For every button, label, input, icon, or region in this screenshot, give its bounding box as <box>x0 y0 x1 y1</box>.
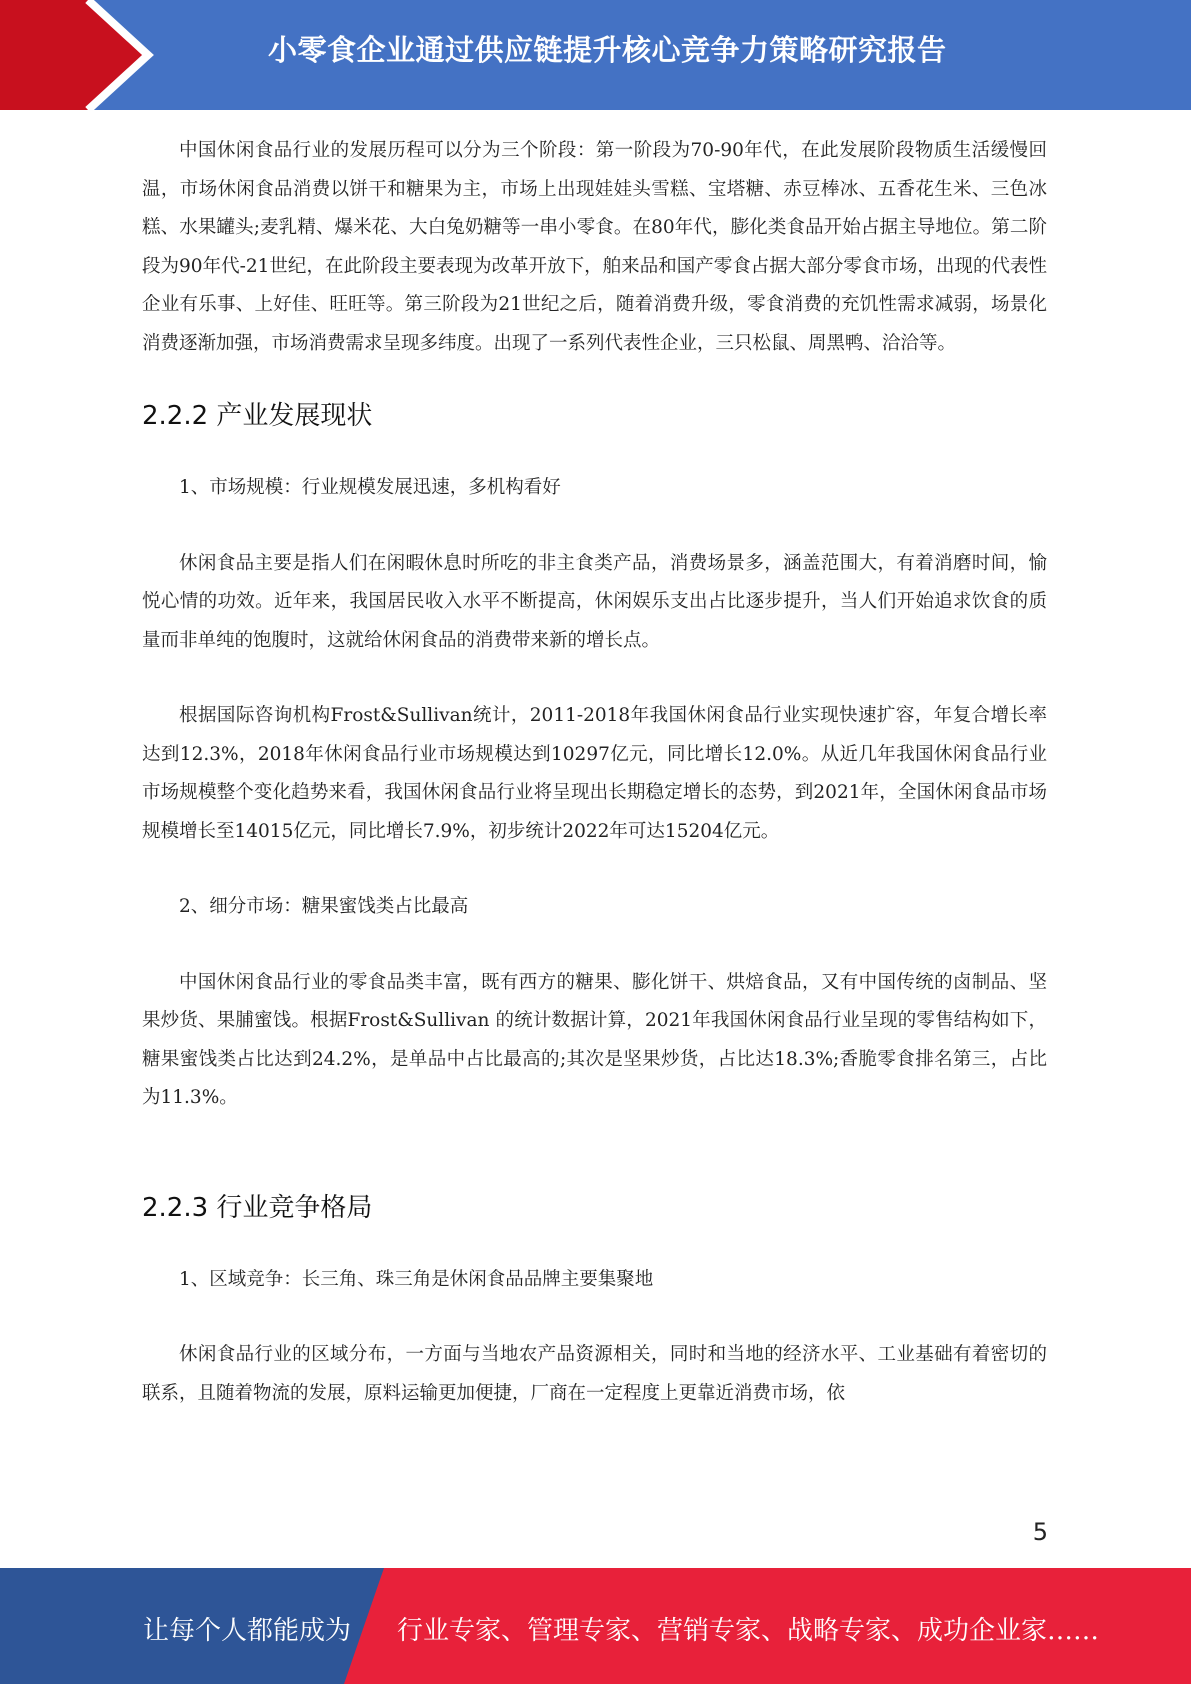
paragraph-market-statistics: 根据国际咨询机构Frost&Sullivan统计，2011-2018年我国休闲食品行业实现快速扩容，年复合增长率达到12.3%，2018年休闲食品行业市场规模达到10297亿元，同比增长12.0%。从近几年我国休闲食品行业市场规模整个变化趋势来看，我国休闲食品行业将呈现出长期稳定增长的态势，到2021年，全国休闲食品市场规模增长至14015亿元，同比增长7.9%，初步统计2022年可达15204亿元。 <box>142 705 1047 842</box>
section-heading-2-2-3: 2.2.3 行业竞争格局 <box>142 1192 373 1223</box>
paragraph-leisure-food-definition: 休闲食品主要是指人们在闲暇休息时所吃的非主食类产品，消费场景多，涵盖范围大，有着消磨时间，愉悦心情的功效。近年来，我国居民收入水平不断提高，休闲娱乐支出占比逐步提升，当人们开始追求饮食的质量而非单纯的饱腹时，这就给休闲食品的消费带来新的增长点。 <box>142 552 1047 651</box>
footer-slogan-right: 行业专家、管理专家、营销专家、战略专家、成功企业家…… <box>397 1616 1100 1646</box>
page-number: 5 <box>1032 1518 1048 1546</box>
intro-paragraph: 中国休闲食品行业的发展历程可以分为三个阶段：第一阶段为70-90年代，在此发展阶段物质生活缓慢回温，市场休闲食品消费以饼干和糖果为主，市场上出现娃娃头雪糕、宝塔糖、赤豆棒冰、五香花生米、三色冰糕、水果罐头;麦乳精、爆米花、大白兔奶糖等一串小零食。在80年代，膨化类食品开始占据主导地位。第二阶段为90年代-21世纪，在此阶段主要表现为改革开放下，舶来品和国产零食占据大部分零食市场，出现的代表性企业有乐事、上好佳、旺旺等。第三阶段为21世纪之后，随着消费升级，零食消费的充饥性需求减弱，场景化消费逐渐加强，市场消费需求呈现多纬度。出现了一系列代表性企业，三只松鼠、周黑鸭、洽洽等。 <box>142 140 1047 354</box>
footer-slogan-left: 让每个人都能成为 <box>143 1616 352 1646</box>
header-banner <box>0 0 1191 110</box>
footer-banner <box>0 1568 1191 1684</box>
subheading-market-size: 1、市场规模：行业规模发展迅速，多机构看好 <box>179 477 561 498</box>
document-body <box>142 132 1047 1413</box>
paragraph-regional-distribution: 休闲食品行业的区域分布，一方面与当地农产品资源相关，同时和当地的经济水平、工业基础有着密切的联系，且随着物流的发展，原料运输更加便捷，厂商在一定程度上更靠近消费市场，依 <box>142 1344 1047 1404</box>
paragraph-segment-structure: 中国休闲食品行业的零食品类丰富，既有西方的糖果、膨化饼干、烘焙食品，又有中国传统的卤制品、坚果炒货、果脯蜜饯。根据Frost&Sullivan 的统计数据计算，2021年我国休闲食品行业呈现的零售结构如下，糖果蜜饯类占比达到24.2%，是单品中占比最高的;其次是坚果炒货，占比达18.3%;香脆零食排名第三，占比为11.3%。 <box>142 971 1047 1108</box>
document-title: 小零食企业通过供应链提升核心竞争力策略研究报告 <box>268 33 947 67</box>
subheading-regional-competition: 1、区域竞争：长三角、珠三角是休闲食品品牌主要集聚地 <box>179 1268 654 1290</box>
section-heading-2-2-2: 2.2.2 产业发展现状 <box>142 401 373 431</box>
subheading-segment-market: 2、细分市场：糖果蜜饯类占比最高 <box>179 896 469 917</box>
